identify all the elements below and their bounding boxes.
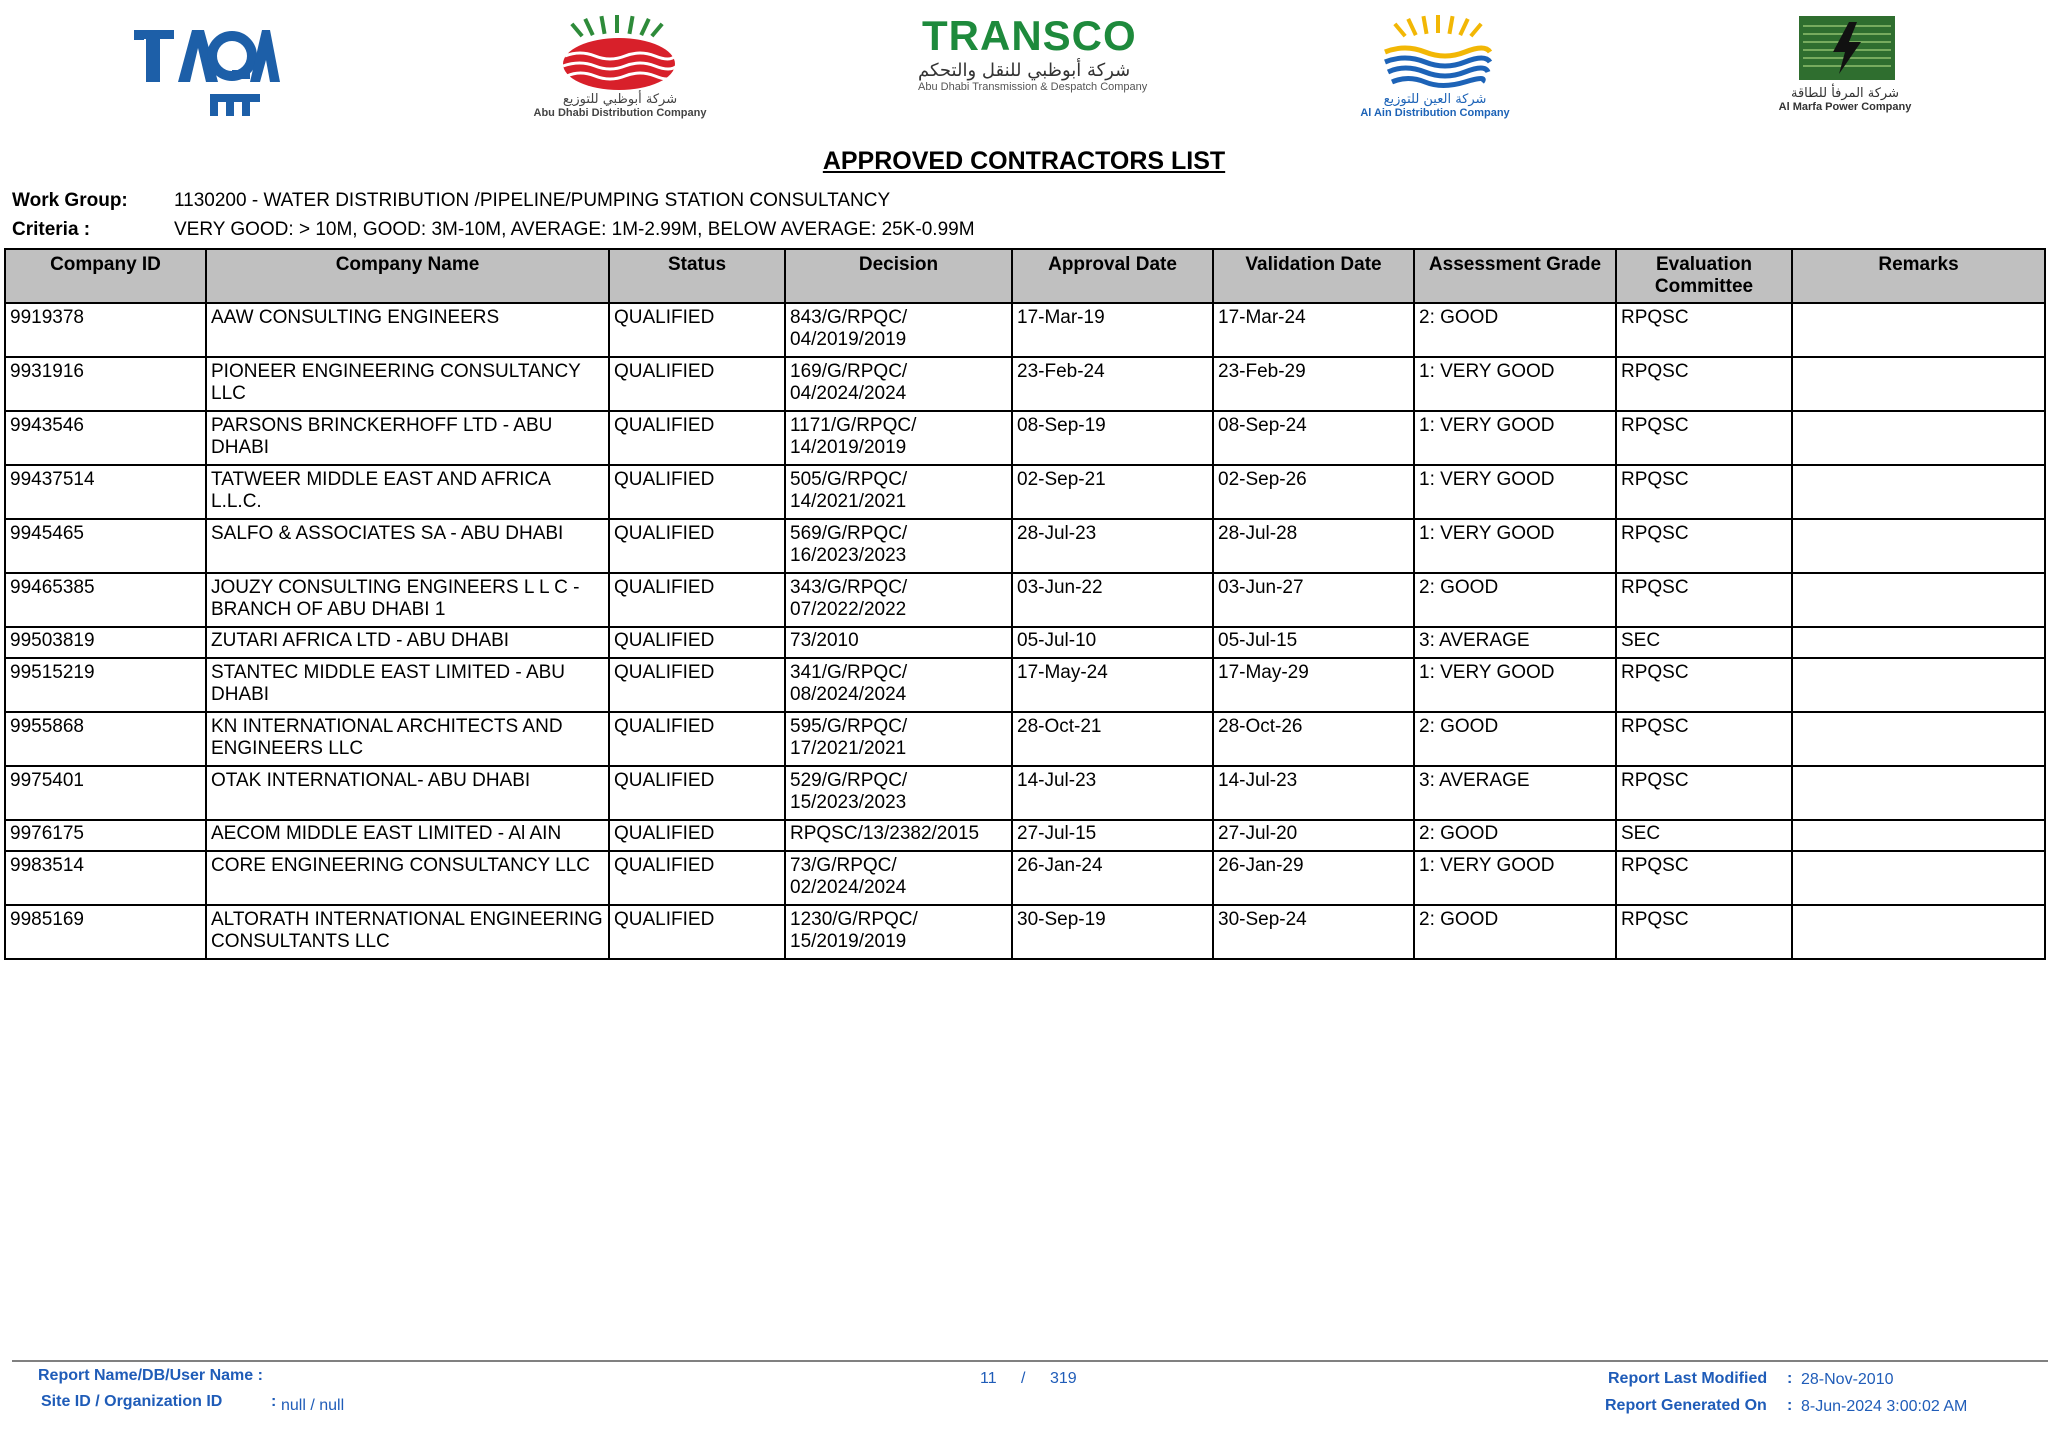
evaluation-committee-cell: SEC <box>1616 820 1792 851</box>
generated-value: 8-Jun-2024 3:00:02 AM <box>1801 1398 1968 1415</box>
table-row <box>5 303 2045 357</box>
remarks-cell <box>1792 820 2045 851</box>
decision-cell: 169/G/RPQC/ 04/2024/2024 <box>785 357 1012 411</box>
table-row <box>5 851 2045 905</box>
col-remarks: Remarks <box>1792 249 2045 303</box>
transco-logo <box>918 12 1148 132</box>
criteria-line <box>12 219 975 241</box>
company-id-cell: 99515219 <box>5 658 206 712</box>
taqa-logo <box>130 12 280 132</box>
company-name-cell: PARSONS BRINCKERHOFF LTD - ABU DHABI <box>206 411 609 465</box>
remarks-cell <box>1792 658 2045 712</box>
approval-date-cell: 30-Sep-19 <box>1012 905 1213 959</box>
col-company-id: Company ID <box>5 249 206 303</box>
validation-date-cell: 28-Oct-26 <box>1213 712 1414 766</box>
approval-date-cell: 03-Jun-22 <box>1012 573 1213 627</box>
assessment-grade-cell: 2: GOOD <box>1414 820 1616 851</box>
work-group-label: Work Group: <box>12 190 128 211</box>
company-name-cell: CORE ENGINEERING CONSULTANCY LLC <box>206 851 609 905</box>
table-row <box>5 905 2045 959</box>
aadc-logo <box>1330 12 1540 132</box>
company-id-cell: 9945465 <box>5 519 206 573</box>
page-current: 11 <box>980 1370 997 1387</box>
validation-date-cell: 27-Jul-20 <box>1213 820 1414 851</box>
status-cell: QUALIFIED <box>609 712 785 766</box>
approval-date-cell: 28-Oct-21 <box>1012 712 1213 766</box>
evaluation-committee-cell: RPQSC <box>1616 573 1792 627</box>
company-name-cell: ZUTARI AFRICA LTD - ABU DHABI <box>206 627 609 658</box>
last-modified-value: 28-Nov-2010 <box>1801 1371 1894 1388</box>
company-id-cell: 9983514 <box>5 851 206 905</box>
assessment-grade-cell: 1: VERY GOOD <box>1414 357 1616 411</box>
company-id-cell: 99465385 <box>5 573 206 627</box>
company-name-cell: PIONEER ENGINEERING CONSULTANCY LLC <box>206 357 609 411</box>
criteria-label: Criteria : <box>12 219 91 240</box>
company-id-cell: 99503819 <box>5 627 206 658</box>
page-title: APPROVED CONTRACTORS LIST <box>822 147 1226 175</box>
evaluation-committee-cell: RPQSC <box>1616 519 1792 573</box>
assessment-grade-cell: 1: VERY GOOD <box>1414 465 1616 519</box>
table-row <box>5 519 2045 573</box>
footer-divider <box>12 1360 2048 1362</box>
generated-separator: : <box>1787 1397 1793 1414</box>
marfa-arabic-name: شركة المرفأ للطاقة <box>1791 86 1899 101</box>
evaluation-committee-cell: SEC <box>1616 627 1792 658</box>
decision-cell: 341/G/RPQC/ 08/2024/2024 <box>785 658 1012 712</box>
company-name-cell: TATWEER MIDDLE EAST AND AFRICA L.L.C. <box>206 465 609 519</box>
site-label: Site ID / Organization ID <box>41 1393 223 1410</box>
status-cell: QUALIFIED <box>609 465 785 519</box>
approval-date-cell: 05-Jul-10 <box>1012 627 1213 658</box>
marfa-english-name: Al Marfa Power Company <box>1778 101 1912 113</box>
decision-cell: 73/G/RPQC/ 02/2024/2024 <box>785 851 1012 905</box>
company-id-cell: 9931916 <box>5 357 206 411</box>
taqa-logo-mark <box>130 12 280 124</box>
aadc-arabic-name: شركة العين للتوزيع <box>1383 92 1487 107</box>
work-group-line <box>12 190 890 212</box>
site-separator: : <box>271 1393 277 1410</box>
table-row <box>5 658 2045 712</box>
status-cell: QUALIFIED <box>609 766 785 820</box>
generated-label: Report Generated On <box>1605 1397 1767 1414</box>
validation-date-cell: 14-Jul-23 <box>1213 766 1414 820</box>
evaluation-committee-cell: RPQSC <box>1616 465 1792 519</box>
company-name-cell: AAW CONSULTING ENGINEERS <box>206 303 609 357</box>
decision-cell: 505/G/RPQC/ 14/2021/2021 <box>785 465 1012 519</box>
aadc-emblem <box>1330 12 1540 92</box>
decision-cell: 73/2010 <box>785 627 1012 658</box>
assessment-grade-cell: 1: VERY GOOD <box>1414 658 1616 712</box>
logo-strip <box>0 0 2048 140</box>
approval-date-cell: 23-Feb-24 <box>1012 357 1213 411</box>
remarks-cell <box>1792 411 2045 465</box>
status-cell: QUALIFIED <box>609 303 785 357</box>
remarks-cell <box>1792 519 2045 573</box>
assessment-grade-cell: 2: GOOD <box>1414 712 1616 766</box>
decision-cell: 569/G/RPQC/ 16/2023/2023 <box>785 519 1012 573</box>
company-id-cell: 9955868 <box>5 712 206 766</box>
table-row <box>5 627 2045 658</box>
remarks-cell <box>1792 627 2045 658</box>
company-id-cell: 9976175 <box>5 820 206 851</box>
assessment-grade-cell: 3: AVERAGE <box>1414 766 1616 820</box>
decision-cell: 595/G/RPQC/ 17/2021/2021 <box>785 712 1012 766</box>
transco-wordmark: TRANSCO <box>922 12 1137 59</box>
assessment-grade-cell: 1: VERY GOOD <box>1414 519 1616 573</box>
assessment-grade-cell: 3: AVERAGE <box>1414 627 1616 658</box>
validation-date-cell: 26-Jan-29 <box>1213 851 1414 905</box>
status-cell: QUALIFIED <box>609 519 785 573</box>
status-cell: QUALIFIED <box>609 357 785 411</box>
last-modified-label: Report Last Modified <box>1608 1370 1768 1387</box>
approval-date-cell: 08-Sep-19 <box>1012 411 1213 465</box>
company-id-cell: 9919378 <box>5 303 206 357</box>
approval-date-cell: 28-Jul-23 <box>1012 519 1213 573</box>
marfa-logo <box>1745 12 1945 132</box>
company-name-cell: AECOM MIDDLE EAST LIMITED - Al AIN <box>206 820 609 851</box>
remarks-cell <box>1792 357 2045 411</box>
validation-date-cell: 02-Sep-26 <box>1213 465 1414 519</box>
company-name-cell: JOUZY CONSULTING ENGINEERS L L C - BRANCH OF ABU DHABI 1 <box>206 573 609 627</box>
validation-date-cell: 05-Jul-15 <box>1213 627 1414 658</box>
col-approval-date: Approval Date <box>1012 249 1213 303</box>
status-cell: QUALIFIED <box>609 627 785 658</box>
table-row <box>5 357 2045 411</box>
status-cell: QUALIFIED <box>609 820 785 851</box>
approval-date-cell: 17-May-24 <box>1012 658 1213 712</box>
validation-date-cell: 17-Mar-24 <box>1213 303 1414 357</box>
marfa-emblem <box>1745 12 1945 86</box>
validation-date-cell: 08-Sep-24 <box>1213 411 1414 465</box>
decision-cell: 843/G/RPQC/ 04/2019/2019 <box>785 303 1012 357</box>
table-row <box>5 573 2045 627</box>
status-cell: QUALIFIED <box>609 411 785 465</box>
col-company-name: Company Name <box>206 249 609 303</box>
work-group-value: 1130200 - WATER DISTRIBUTION /PIPELINE/PUMPING STATION CONSULTANCY <box>174 190 891 211</box>
company-name-cell: KN INTERNATIONAL ARCHITECTS AND ENGINEERS LLC <box>206 712 609 766</box>
status-cell: QUALIFIED <box>609 905 785 959</box>
decision-cell: 529/G/RPQC/ 15/2023/2023 <box>785 766 1012 820</box>
contractors-table <box>4 248 2046 960</box>
addc-arabic-name: شركة أبوظبي للتوزيع <box>562 92 678 107</box>
addc-emblem <box>515 12 725 92</box>
evaluation-committee-cell: RPQSC <box>1616 658 1792 712</box>
evaluation-committee-cell: RPQSC <box>1616 712 1792 766</box>
table-row <box>5 820 2045 851</box>
company-id-cell: 9943546 <box>5 411 206 465</box>
company-name-cell: OTAK INTERNATIONAL- ABU DHABI <box>206 766 609 820</box>
col-decision: Decision <box>785 249 1012 303</box>
status-cell: QUALIFIED <box>609 658 785 712</box>
remarks-cell <box>1792 712 2045 766</box>
remarks-cell <box>1792 851 2045 905</box>
status-cell: QUALIFIED <box>609 851 785 905</box>
evaluation-committee-cell: RPQSC <box>1616 905 1792 959</box>
validation-date-cell: 30-Sep-24 <box>1213 905 1414 959</box>
aadc-english-name: Al Ain Distribution Company <box>1360 107 1510 119</box>
evaluation-committee-cell: RPQSC <box>1616 411 1792 465</box>
assessment-grade-cell: 2: GOOD <box>1414 303 1616 357</box>
remarks-cell <box>1792 905 2045 959</box>
approval-date-cell: 27-Jul-15 <box>1012 820 1213 851</box>
col-evaluation-committee: Evaluation Committee <box>1616 249 1792 303</box>
validation-date-cell: 03-Jun-27 <box>1213 573 1414 627</box>
decision-cell: RPQSC/13/2382/2015 <box>785 820 1012 851</box>
assessment-grade-cell: 1: VERY GOOD <box>1414 851 1616 905</box>
company-name-cell: ALTORATH INTERNATIONAL ENGINEERING CONSULTANTS LLC <box>206 905 609 959</box>
assessment-grade-cell: 2: GOOD <box>1414 905 1616 959</box>
validation-date-cell: 28-Jul-28 <box>1213 519 1414 573</box>
col-status: Status <box>609 249 785 303</box>
page-separator: / <box>1021 1370 1026 1387</box>
transco-english-name: Abu Dhabi Transmission & Despatch Company <box>918 81 1148 93</box>
approval-date-cell: 26-Jan-24 <box>1012 851 1213 905</box>
evaluation-committee-cell: RPQSC <box>1616 851 1792 905</box>
approval-date-cell: 14-Jul-23 <box>1012 766 1213 820</box>
evaluation-committee-cell: RPQSC <box>1616 357 1792 411</box>
company-name-cell: SALFO & ASSOCIATES SA - ABU DHABI <box>206 519 609 573</box>
company-id-cell: 9975401 <box>5 766 206 820</box>
page-total: 319 <box>1050 1370 1077 1387</box>
table-body <box>5 303 2045 959</box>
assessment-grade-cell: 2: GOOD <box>1414 573 1616 627</box>
approval-date-cell: 17-Mar-19 <box>1012 303 1213 357</box>
col-validation-date: Validation Date <box>1213 249 1414 303</box>
decision-cell: 1230/G/RPQC/ 15/2019/2019 <box>785 905 1012 959</box>
criteria-value: VERY GOOD: > 10M, GOOD: 3M-10M, AVERAGE: 1M-2.99M, BELOW AVERAGE: 25K-0.99M <box>174 219 975 240</box>
remarks-cell <box>1792 766 2045 820</box>
col-assessment-grade: Assessment Grade <box>1414 249 1616 303</box>
company-id-cell: 9985169 <box>5 905 206 959</box>
assessment-grade-cell: 1: VERY GOOD <box>1414 411 1616 465</box>
table-row <box>5 411 2045 465</box>
remarks-cell <box>1792 573 2045 627</box>
decision-cell: 1171/G/RPQC/ 14/2019/2019 <box>785 411 1012 465</box>
report-name-label: Report Name/DB/User Name : <box>38 1367 263 1384</box>
validation-date-cell: 17-May-29 <box>1213 658 1414 712</box>
table-row <box>5 712 2045 766</box>
decision-cell: 343/G/RPQC/ 07/2022/2022 <box>785 573 1012 627</box>
company-name-cell: STANTEC MIDDLE EAST LIMITED - ABU DHABI <box>206 658 609 712</box>
site-value: null / null <box>281 1397 345 1414</box>
remarks-cell <box>1792 465 2045 519</box>
table-row <box>5 465 2045 519</box>
validation-date-cell: 23-Feb-29 <box>1213 357 1414 411</box>
status-cell: QUALIFIED <box>609 573 785 627</box>
table-header-row <box>5 249 2045 303</box>
transco-arabic-name: شركة أبوظبي للنقل والتحكم <box>918 60 1131 81</box>
addc-logo <box>515 12 725 132</box>
addc-english-name: Abu Dhabi Distribution Company <box>533 107 707 119</box>
approval-date-cell: 02-Sep-21 <box>1012 465 1213 519</box>
remarks-cell <box>1792 303 2045 357</box>
evaluation-committee-cell: RPQSC <box>1616 766 1792 820</box>
company-id-cell: 99437514 <box>5 465 206 519</box>
last-modified-separator: : <box>1787 1370 1793 1387</box>
evaluation-committee-cell: RPQSC <box>1616 303 1792 357</box>
table-row <box>5 766 2045 820</box>
